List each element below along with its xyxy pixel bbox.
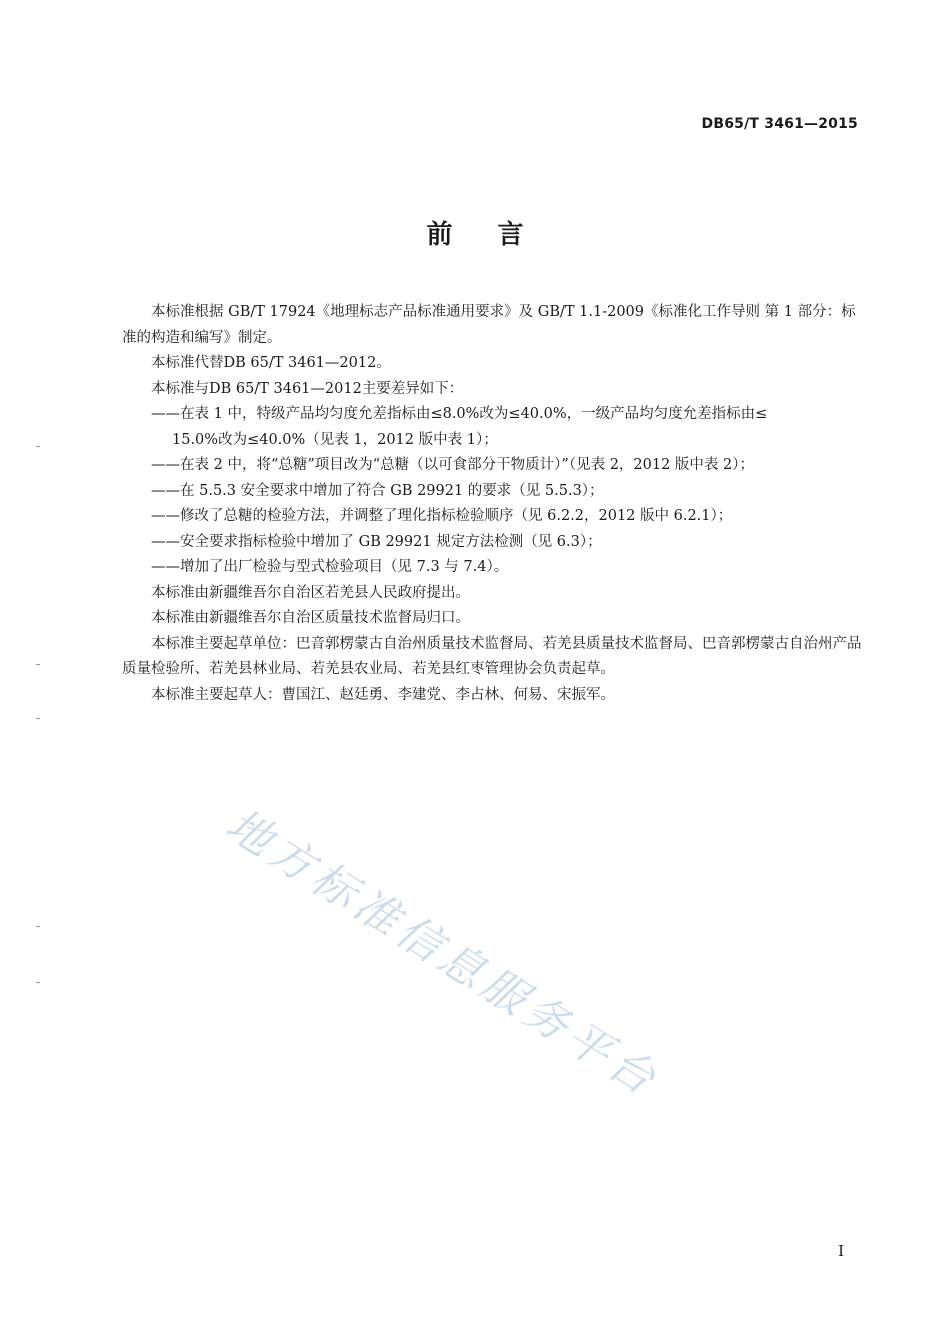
difference-item-1: ——在表 1 中，特级产品均匀度允差指标由≤8.0%改为≤40.0%，一级产品均匀度允差指标由≤ (151, 406, 768, 422)
difference-item-3: ——在 5.5.3 安全要求中增加了符合 GB 29921 的要求（见 5.5.3）； (151, 482, 604, 499)
scan-mark (36, 926, 40, 927)
page-number: I (838, 1242, 844, 1260)
difference-item-4: ——修改了总糖的检验方法，并调整了理化指标检验顺序（见 6.2.2，2012 版中 6.2.1）； (151, 508, 733, 524)
paragraph-proposed-by: 本标准由新疆维吾尔自治区若羌县人民政府提出。 (151, 584, 470, 601)
paragraph-basis: 本标准根据 GB/T 17924《地理标志产品标准通用要求》及 GB/T 1.1-2009《标准化工作导则 第 1 部分：标准的构造和编写》制定。 (122, 304, 856, 346)
watermark: 地方标准信息服务平台 (217, 799, 669, 1108)
scan-mark (36, 982, 40, 983)
page-title: 前 言 (426, 220, 542, 250)
scan-mark (36, 664, 40, 665)
difference-item-5: ——安全要求指标检验中增加了 GB 29921 规定方法检测（见 6.3）； (151, 533, 602, 550)
paragraph-drafters: 本标准主要起草人：曹国江、赵廷勇、李建党、李占林、何易、宋振军。 (151, 686, 615, 703)
paragraph-differences-intro: 本标准与DB 65/T 3461—2012主要差异如下： (151, 380, 464, 397)
difference-item-2: ——在表 2 中，将“总糖”项目改为“总糖（以可食部分干物质计）”（见表 2，2012 版中表 2）； (151, 457, 755, 473)
paragraph-replaces: 本标准代替DB 65/T 3461—2012。 (151, 355, 391, 371)
paragraph-centralized-by: 本标准由新疆维吾尔自治区质量技术监督局归口。 (151, 610, 470, 626)
difference-item-1-continued: 15.0%改为≤40.0%（见表 1，2012 版中表 1）； (172, 431, 498, 448)
document-code: DB65/T 3461—2015 (701, 116, 858, 132)
preface-body (122, 300, 862, 708)
scan-mark (36, 718, 40, 719)
scan-mark (36, 446, 40, 447)
paragraph-drafting-units: 本标准主要起草单位：巴音郭楞蒙古自治州质量技术监督局、若羌县质量技术监督局、巴音郭楞蒙古自治州产品质量检验所、若羌县林业局、若羌县农业局、若羌县红枣管理协会负责起草。 (122, 635, 862, 677)
difference-item-6: ——增加了出厂检验与型式检验项目（见 7.3 与 7.4）。 (151, 559, 509, 575)
